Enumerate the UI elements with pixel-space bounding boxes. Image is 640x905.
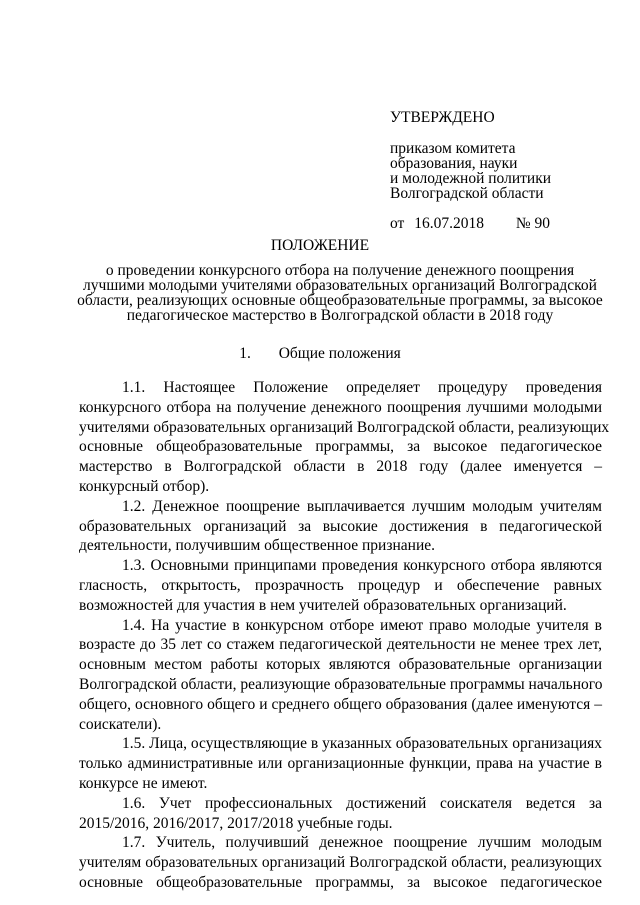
order-reference: [390, 215, 620, 233]
paragraph-line: деятельности, получившим общественное признание.: [79, 537, 435, 555]
subtitle-line: лучшими молодыми учителями образовательных организаций Волгоградской: [83, 277, 597, 294]
document-title: ПОЛОЖЕНИЕ: [270, 237, 370, 254]
order-date: 16.07.2018: [414, 215, 484, 232]
paragraph-line: мастерство в Волгоградской области в 2018 году (далее именуется –: [79, 458, 602, 476]
paragraph-line: образовательных организаций за высокие достижения в педагогической: [79, 517, 602, 535]
paragraph-line: конкурсного отбора на получение денежного поощрения лучшими молодыми: [79, 398, 602, 416]
paragraph-line: основным местом работы которых являются образовательные организации: [79, 656, 602, 674]
paragraph-line: основные общеобразовательные программы, за высокое педагогическое: [79, 438, 602, 456]
paragraph-line: 1.1. Настоящее Положение определяет процедуру проведения: [122, 379, 602, 396]
paragraph-line: соискатели).: [79, 715, 162, 733]
paragraph-line: гласность, открытость, прозрачность процедур и обеспечение равных: [79, 576, 602, 594]
order-prefix: от: [390, 215, 405, 232]
paragraph-line: общего, основного общего и среднего общего образования (далее именуются –: [79, 695, 602, 713]
approval-block: [390, 109, 620, 233]
section-title: Общие положения: [278, 345, 401, 362]
paragraph-line: 1.4. На участие в конкурсном отборе имеют право молодые учителя в: [122, 616, 602, 634]
paragraph-line: 1.2. Денежное поощрение выплачивается лучшим молодым учителям: [122, 497, 602, 515]
subtitle-line: педагогическое мастерство в Волгоградской области в 2018 году: [126, 307, 554, 324]
section-number: 1.: [239, 345, 251, 362]
paragraph-line: основные общеобразовательные программы, за высокое педагогическое: [79, 873, 602, 891]
paragraph-line: 1.3. Основными принципами проведения конкурсного отбора являются: [122, 557, 602, 575]
body-text: [79, 378, 610, 893]
paragraph-line: конкурсе не имеют.: [79, 774, 208, 792]
paragraph-line: 1.7. Учитель, получивший денежное поощрение лучшим молодым: [122, 834, 602, 852]
section-heading: [0, 345, 640, 363]
approval-authority: [390, 141, 620, 201]
paragraph-line: Волгоградской области, реализующие образовательные программы начального: [79, 675, 603, 693]
subtitle-line: о проведении конкурсного отбора на получение денежного поощрения: [105, 262, 575, 279]
paragraph-line: конкурсный отбор).: [79, 477, 210, 495]
paragraph-line: 1.6. Учет профессиональных достижений соискателя ведется за: [122, 794, 602, 812]
document-subtitle: [70, 263, 610, 323]
paragraph-line: учителями образовательных организаций Волгоградской области, реализующих: [79, 418, 610, 436]
paragraph-line: учителям образовательных организаций Волгоградской области, реализующих: [79, 854, 602, 872]
paragraph-line: только административные или организационные функции, права на участие в: [79, 755, 602, 773]
approval-line: образования, науки: [390, 155, 518, 172]
order-number: № 90: [515, 215, 550, 232]
paragraph-line: возможностей для участия в нем учителей образовательных организаций.: [79, 596, 567, 614]
paragraph-line: возрасте до 35 лет со стажем педагогической деятельности не менее трех лет,: [79, 636, 602, 654]
approval-line: приказом комитета: [390, 140, 516, 157]
paragraph-line: 2015/2016, 2016/2017, 2017/2018 учебные годы.: [79, 814, 393, 832]
approval-line: и молодежной политики: [390, 170, 552, 187]
approval-title: УТВЕРЖДЕНО: [390, 109, 495, 126]
approval-line: Волгоградской области: [390, 185, 544, 202]
paragraph-line: 1.5. Лица, осуществляющие в указанных образовательных организациях: [122, 735, 602, 753]
subtitle-line: области, реализующих основные общеобразовательные программы, за высокое: [77, 292, 603, 309]
